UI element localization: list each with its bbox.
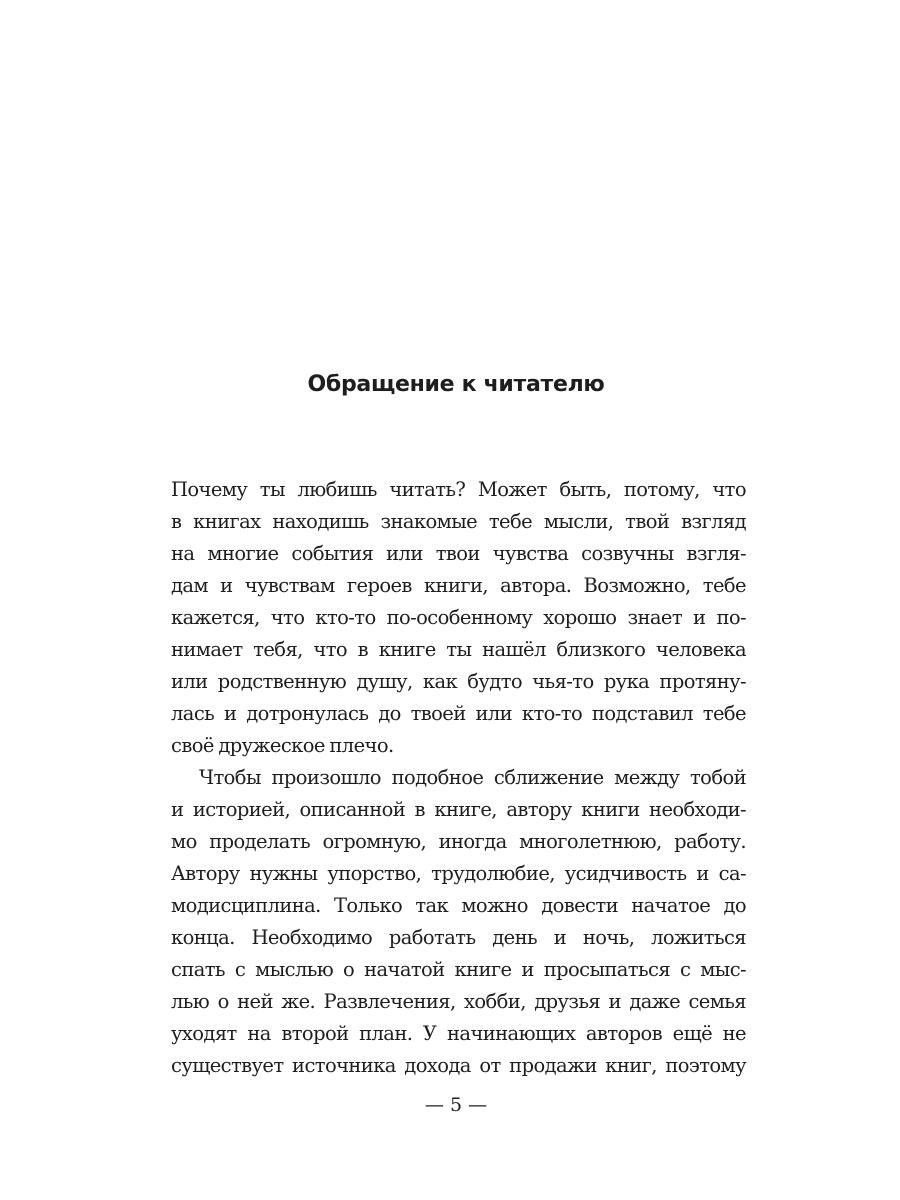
text-line: Чтобы произошло подобное сближение между тобой — [199, 766, 746, 789]
text-line: существует источника дохода от продажи книг, поэтому — [171, 1054, 746, 1077]
text-line: лью о ней же. Развлечения, хобби, друзья и даже семья — [171, 990, 746, 1013]
text-line: уходят на второй план. У начинающих авторов ещё не — [171, 1022, 746, 1045]
text-line: на многие события или твои чувства созвучны взгля- — [171, 542, 746, 565]
text-line: спать с мыслью о начатой книге и просыпаться с мыс- — [171, 958, 746, 981]
text-line: Автору нужны упорство, трудолюбие, усидчивость и са- — [171, 862, 746, 885]
text-line: конца. Необходимо работать день и ночь, ложиться — [171, 926, 746, 949]
text-line: в книгах находишь знакомые тебе мысли, твой взгляд — [171, 510, 746, 533]
text-line: нимает тебя, что в книге ты нашёл близкого человека — [171, 638, 746, 661]
text-line: мо проделать огромную, иногда многолетнюю, работу. — [171, 830, 746, 853]
text-line: кажется, что кто-то по-особенному хорошо знает и по- — [171, 606, 746, 629]
text-line: своё дружеское плечо. — [171, 734, 394, 757]
text-line: дам и чувствам героев книги, автора. Возможно, тебе — [171, 574, 746, 597]
text-line: или родственную душу, как будто чья-то рука протяну- — [171, 670, 746, 693]
page-number: — 5 — — [424, 1094, 488, 1116]
text-line: лась и дотронулась до твоей или кто-то подставил тебе — [171, 702, 746, 725]
text-line: и историей, описанной в книге, автору книги необходи- — [171, 798, 746, 821]
chapter-heading: Обращение к читателю — [307, 372, 605, 397]
text-line: модисциплина. Только так можно довести начатое до — [171, 894, 746, 917]
text-line: Почему ты любишь читать? Может быть, потому, что — [171, 478, 746, 501]
body-text — [171, 474, 746, 1082]
